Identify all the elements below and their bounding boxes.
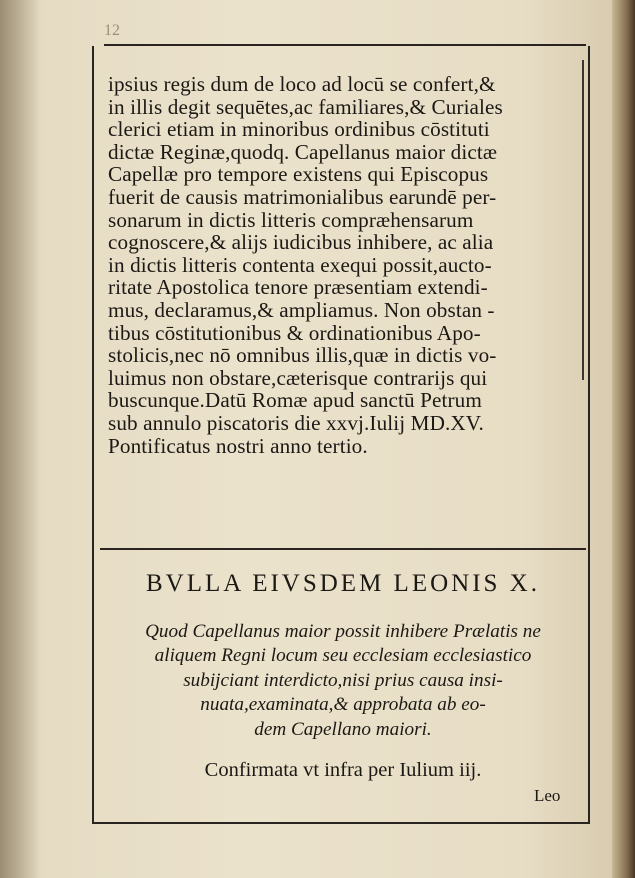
body-line: ritate Apostolica tenore præsentiam extendi- xyxy=(108,275,488,300)
body-line: in illis degit sequētes,ac familiares,& Curiales xyxy=(108,94,503,119)
page-number: 12 xyxy=(104,22,120,39)
body-line: stolicis,nec nō omnibus illis,quæ in dictis vo- xyxy=(108,343,497,368)
summary-line: Quod Capellanus maior possit inhibere Prælatis ne xyxy=(145,621,541,642)
body-line: mus, declaramus,& ampliamus. Non obstan - xyxy=(108,297,495,322)
summary-line: aliquem Regni locum seu ecclesiam ecclesiastico xyxy=(154,645,532,667)
body-line: sonarum in dictis litteris compræhensarum xyxy=(108,207,474,232)
confirmation-line: Confirmata vt infra per Iulium iij. xyxy=(204,759,482,781)
summary-line: nuata,examinata,& approbata ab eo- xyxy=(200,694,486,716)
section-separator xyxy=(100,548,586,550)
body-line: Capellæ pro tempore existens qui Episcopus xyxy=(108,162,489,187)
summary-line: dem Capellano maiori. xyxy=(254,718,432,740)
page-edge xyxy=(612,0,635,878)
section-heading: BVLLA EIVSDEM LEONIS X. xyxy=(146,570,540,597)
body-line: tibus cōstitutionibus & ordinationibus Apo- xyxy=(108,320,481,345)
body-line: cognoscere,& alijs iudicibus inhibere, ac alia xyxy=(108,230,494,255)
catchword: Leo xyxy=(534,786,561,805)
body-line: luimus non obstare,cæterisque contrarijs qui xyxy=(108,365,488,390)
body-line: clerici etiam in minoribus ordinibus cōstituti xyxy=(108,117,490,142)
body-line: ipsius regis dum de loco ad locū se confert,& xyxy=(108,72,496,96)
body-line: dictæ Reginæ,quodq. Capellanus maior dictæ xyxy=(108,139,498,164)
body-line: sub annulo piscatoris die xxvj.Iulij MD.XV. xyxy=(108,410,484,435)
summary-line: subijciant interdicto,nisi prius causa insi- xyxy=(183,669,503,691)
summary-text xyxy=(108,620,578,742)
body-text xyxy=(108,73,578,457)
body-line: Pontificatus nostri anno tertio. xyxy=(108,433,368,458)
body-line: buscunque.Datū Romæ apud sanctū Petrum xyxy=(108,388,482,413)
body-line: fuerit de causis matrimonialibus earundē per- xyxy=(108,184,497,209)
inner-rule xyxy=(582,60,584,380)
spine-shadow xyxy=(0,0,40,878)
body-line: in dictis litteris contenta exequi possit,aucto- xyxy=(108,252,492,277)
